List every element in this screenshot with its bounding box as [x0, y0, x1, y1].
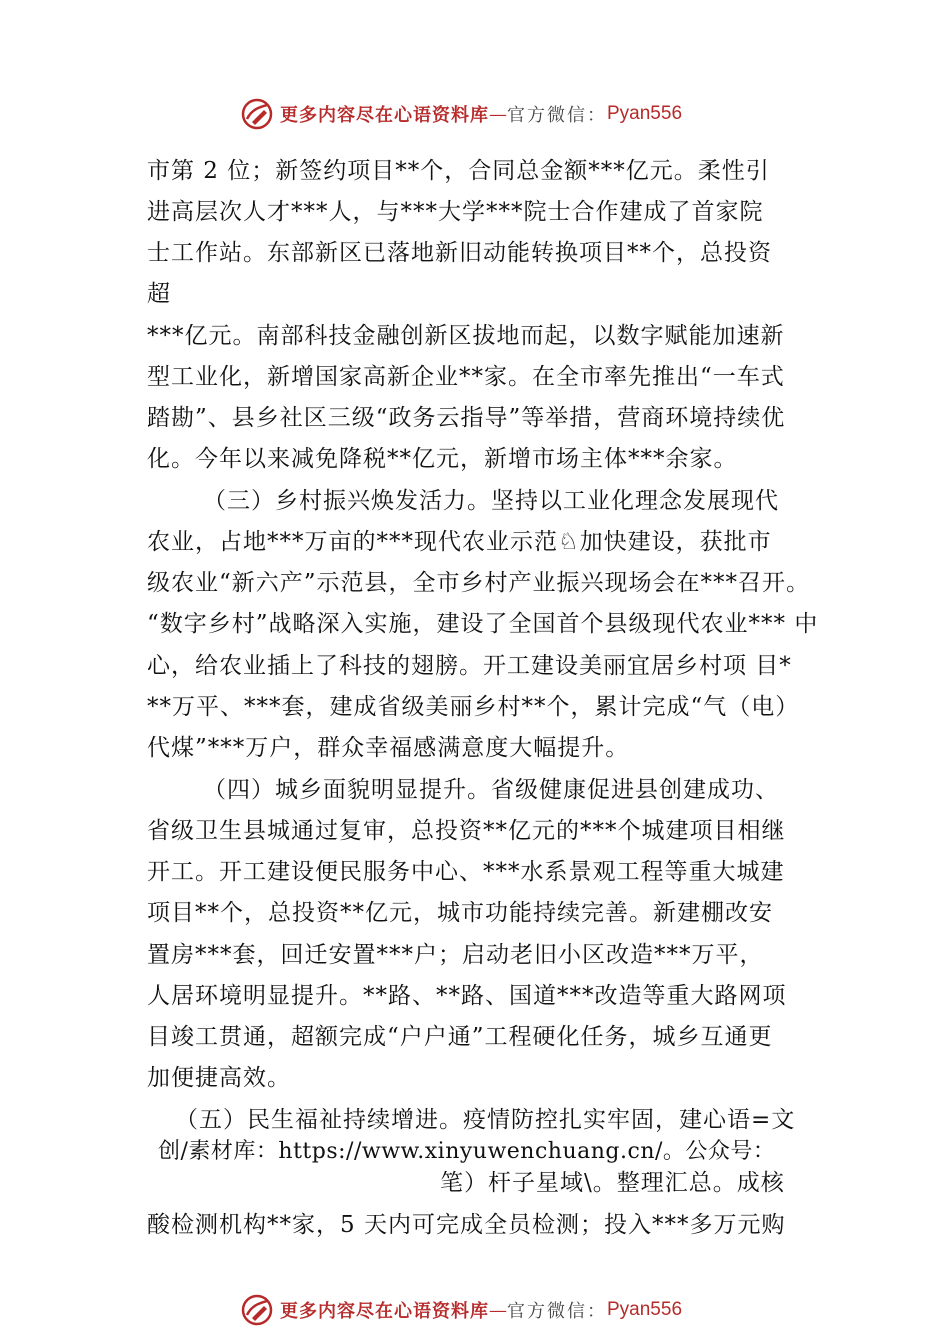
- banner-wechat-label: 官方微信：: [507, 1301, 607, 1322]
- banner-wechat-label: 官方微信：: [507, 105, 607, 126]
- body-line: 项目**个，总投资**亿元，城市功能持续完善。新建棚改安: [147, 900, 773, 926]
- body-line: 省级卫生县城通过复审，总投资**亿元的***个城建项目相继: [147, 818, 786, 844]
- body-line: 加便捷高效。: [147, 1065, 291, 1091]
- brand-logo-icon: [240, 97, 274, 131]
- body-line: 人居环境明显提升。**路、**路、国道***改造等重大路网项: [147, 983, 787, 1009]
- body-line: 笔）杆子星域\。整理汇总。成核: [440, 1170, 785, 1196]
- body-line: 代煤”***万户，群众幸福感满意度大幅提升。: [147, 735, 630, 761]
- body-line: 目竣工贯通，超额完成“户户通”工程硬化任务，城乡互通更: [147, 1024, 773, 1050]
- banner-wechat-id: Pyan556: [607, 103, 683, 124]
- section-heading-line: （三）乡村振兴焕发活力。坚持以工业化理念发展现代: [203, 488, 779, 514]
- banner-separator: —: [489, 103, 507, 125]
- brand-logo-icon: [240, 1293, 274, 1327]
- body-line: “数字乡村”战略深入实施，建设了全国首个县级现代农业*** 中: [147, 611, 819, 637]
- body-line: 超: [147, 281, 171, 307]
- watermark-line: 创/素材库：https://www.xinyuwenchuang.cn/。公众号：: [158, 1139, 776, 1164]
- banner-separator: —: [489, 1299, 507, 1321]
- banner-wechat-id: Pyan556: [607, 1299, 683, 1320]
- body-line: 心，给农业插上了科技的翅膀。开工建设美丽宜居乡村项 目*: [147, 653, 792, 679]
- body-line: 级农业“新六产”示范县，全市乡村产业振兴现场会在***召开。: [147, 570, 811, 596]
- body-line: ***亿元。南部科技金融创新区拔地而起，以数字赋能加速新: [147, 323, 785, 349]
- body-line: 士工作站。东部新区已落地新旧动能转换项目**个，总投资: [147, 240, 772, 266]
- banner-title: 更多内容尽在心语资料库: [280, 105, 489, 126]
- banner-title: 更多内容尽在心语资料库: [280, 1301, 489, 1322]
- body-line: 型工业化，新增国家高新企业**家。在全市率先推出“一车式: [147, 364, 785, 390]
- header-banner: [240, 96, 682, 132]
- body-line: 酸检测机构**家，5 天内可完成全员检测；投入***多万元购: [147, 1212, 786, 1238]
- body-line: 市第 2 位；新签约项目**个，合同总金额***亿元。柔性引: [147, 158, 770, 184]
- section-heading-line: （五）民生福祉持续增进。疫情防控扎实牢固，建心语=文: [175, 1107, 796, 1133]
- body-line: 踏勘”、县乡社区三级“政务云指导”等举措，营商环境持续优: [147, 405, 786, 431]
- body-line: **万平、***套，建成省级美丽乡村**个，累计完成“气（电）: [147, 694, 800, 720]
- body-line: 化。今年以来减免降税**亿元，新增市场主体***余家。: [147, 446, 738, 472]
- body-line: 进高层次人才***人，与***大学***院士合作建成了首家院: [147, 199, 764, 225]
- footer-banner: [240, 1292, 682, 1328]
- section-heading-line: （四）城乡面貌明显提升。省级健康促进县创建成功、: [203, 777, 779, 803]
- body-line: 农业，占地***万亩的***现代农业示范♘加快建设，获批市: [147, 529, 772, 555]
- body-line: 开工。开工建设便民服务中心、***水系景观工程等重大城建: [147, 859, 785, 885]
- body-line: 置房***套，回迁安置***户；启动老旧小区改造***万平，: [147, 942, 764, 968]
